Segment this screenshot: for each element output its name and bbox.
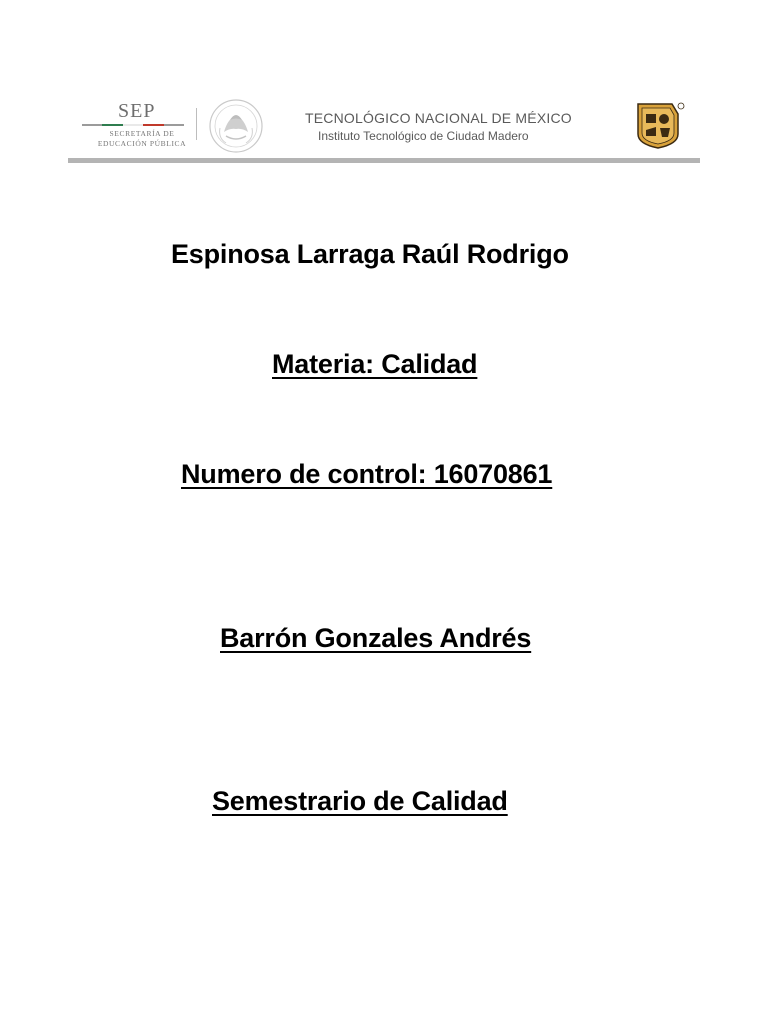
sep-logo-title: SEP	[118, 100, 156, 122]
mexican-eagle-seal-icon	[206, 98, 266, 154]
header-rule	[68, 158, 700, 163]
sep-logo	[80, 100, 192, 152]
itcm-shield-logo-icon	[632, 100, 686, 150]
sep-logo-stripe	[82, 124, 184, 126]
student-name: Espinosa Larraga Raúl Rodrigo	[171, 239, 569, 269]
assignment-title: Semestrario de Calidad	[212, 786, 508, 816]
sep-logo-subtitle-1: SECRETARÍA DE	[109, 129, 175, 138]
teacher-name: Barrón Gonzales Andrés	[220, 623, 532, 653]
institution-title: TECNOLÓGICO NACIONAL DE MÉXICO	[305, 110, 572, 126]
header-divider	[196, 108, 197, 140]
sep-logo-subtitle-2: EDUCACIÓN PÚBLICA	[97, 139, 187, 148]
institution-subtitle: Instituto Tecnológico de Ciudad Madero	[318, 129, 529, 143]
subject-line: Materia: Calidad	[272, 349, 478, 379]
control-number-line: Numero de control: 16070861	[181, 459, 553, 489]
